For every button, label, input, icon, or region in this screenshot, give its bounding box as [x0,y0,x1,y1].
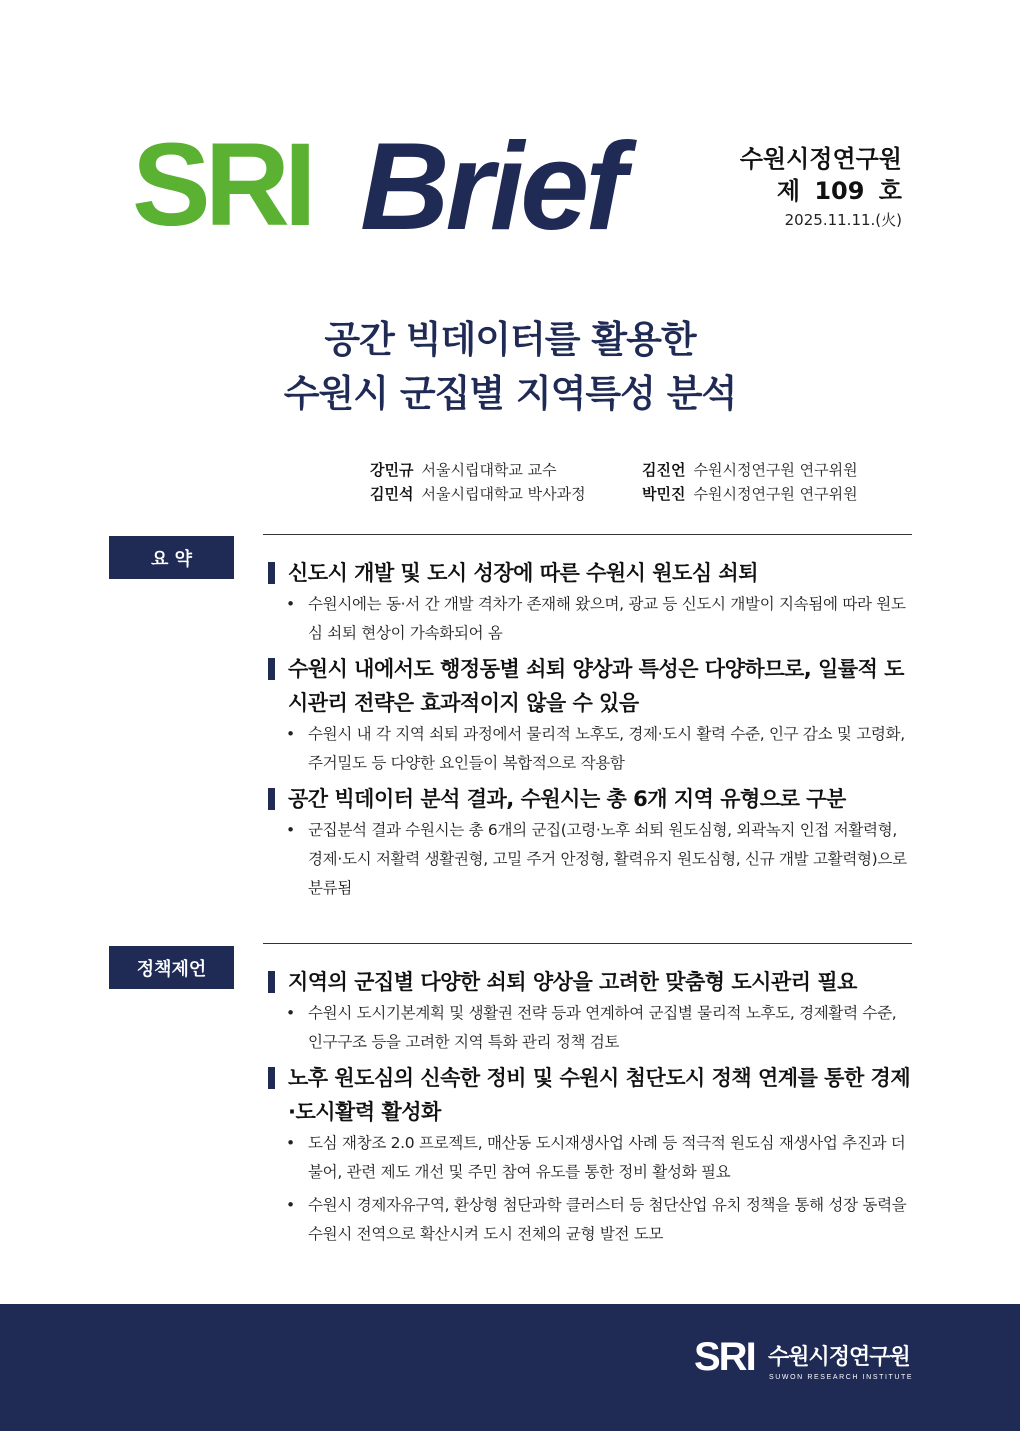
bullet-dot-icon: • [286,725,295,743]
summary-section [268,556,913,907]
author [370,458,642,482]
footer-logo-org-en: SUWON RESEARCH INSTITUTE [769,1374,914,1381]
summary-heading: 수원시 내에서도 행정동별 쇠퇴 양상과 특성은 다양하므로, 일률적 도시관리 전략은 효과적이지 않을 수 있음 [268,652,913,720]
author [642,482,858,506]
section-divider [263,534,912,535]
sri-brief-logo [132,125,677,245]
author-affiliation: 수원시정연구원 연구위원 [693,485,858,503]
issue-org: 수원시정연구원 [739,145,902,173]
bullet-dot-icon: • [286,1004,295,1022]
issue-date: 2025.11.11.(火) [784,211,902,229]
summary-bullet: • 수원시에는 동·서 간 개발 격차가 존재해 왔으며, 광교 등 신도시 개발이 지속됨에 따라 원도심 쇠퇴 현상이 가속화되어 옴 [286,590,913,648]
author-list [370,458,858,506]
author-name: 김진언 [642,461,686,479]
footer-logo-sri: SRI [694,1335,755,1379]
author [642,458,858,482]
footer-logo [694,1334,914,1384]
issue-info [740,143,902,231]
heading-bar-icon [268,1067,275,1089]
policy-heading: 노후 원도심의 신속한 정비 및 수원시 첨단도시 정책 연계를 통한 경제·도시활력 활성화 [268,1061,913,1129]
author-name: 강민규 [370,461,414,479]
summary-heading: 신도시 개발 및 도시 성장에 따른 수원시 원도심 쇠퇴 [268,556,913,590]
summary-heading: 공간 빅데이터 분석 결과, 수원시는 총 6개 지역 유형으로 구분 [268,782,913,816]
logo-brief-text: Brief [360,125,623,245]
title-line-2: 수원시 군집별 지역특성 분석 [283,372,737,415]
author-name: 김민석 [370,485,414,503]
policy-heading: 지역의 군집별 다양한 쇠퇴 양상을 고려한 맞춤형 도시관리 필요 [268,965,913,999]
author-affiliation: 서울시립대학교 박사과정 [421,485,586,503]
bullet-dot-icon: • [286,1196,295,1214]
summary-bullet: • 군집분석 결과 수원시는 총 6개의 군집(고령·노후 쇠퇴 원도심형, 외곽녹지 인접 저활력형, 경제·도시 저활력 생활권형, 고밀 주거 안정형, 활력유지 원도심형, 신규 개발 고활력형)으로 분류됨 [286,816,913,903]
policy-tag: 정책제언 [109,946,234,989]
bullet-dot-icon: • [286,821,295,839]
issue-number: 제 109 호 [776,177,902,205]
bullet-dot-icon: • [286,595,295,613]
policy-bullet: • 수원시 경제자유구역, 환상형 첨단과학 클러스터 등 첨단산업 유치 정책을 통해 성장 동력을 수원시 전역으로 확산시켜 도시 전체의 균형 발전 도모 [286,1191,913,1249]
section-divider [263,943,912,944]
heading-bar-icon [268,971,275,993]
logo-sri-text: SRI [132,125,311,245]
summary-bullet: • 수원시 내 각 지역 쇠퇴 과정에서 물리적 노후도, 경제·도시 활력 수준, 인구 감소 및 고령화, 주거밀도 등 다양한 요인들이 복합적으로 작용함 [286,720,913,778]
summary-tag: 요 약 [109,536,234,579]
footer-logo-org: 수원시정연구원 [768,1345,910,1370]
heading-bar-icon [268,658,275,680]
policy-section [268,965,913,1253]
footer-band [0,1304,1020,1431]
author-affiliation: 수원시정연구원 연구위원 [693,461,858,479]
policy-bullet: • 도심 재창조 2.0 프로젝트, 매산동 도시재생사업 사례 등 적극적 원도심 재생사업 추진과 더불어, 관련 제도 개선 및 주민 참여 유도를 통한 정비 활성화 필요 [286,1129,913,1187]
author-row [370,482,858,506]
policy-bullet: • 수원시 도시기본계획 및 생활권 전략 등과 연계하여 군집별 물리적 노후도, 경제활력 수준, 인구구조 등을 고려한 지역 특화 관리 정책 검토 [286,999,913,1057]
author-name: 박민진 [642,485,686,503]
document-title [0,313,1020,421]
heading-bar-icon [268,788,275,810]
heading-bar-icon [268,562,275,584]
author-row [370,458,858,482]
author-affiliation: 서울시립대학교 교수 [421,461,557,479]
title-line-1: 공간 빅데이터를 활용한 [324,318,696,361]
author [370,482,642,506]
bullet-dot-icon: • [286,1134,295,1152]
